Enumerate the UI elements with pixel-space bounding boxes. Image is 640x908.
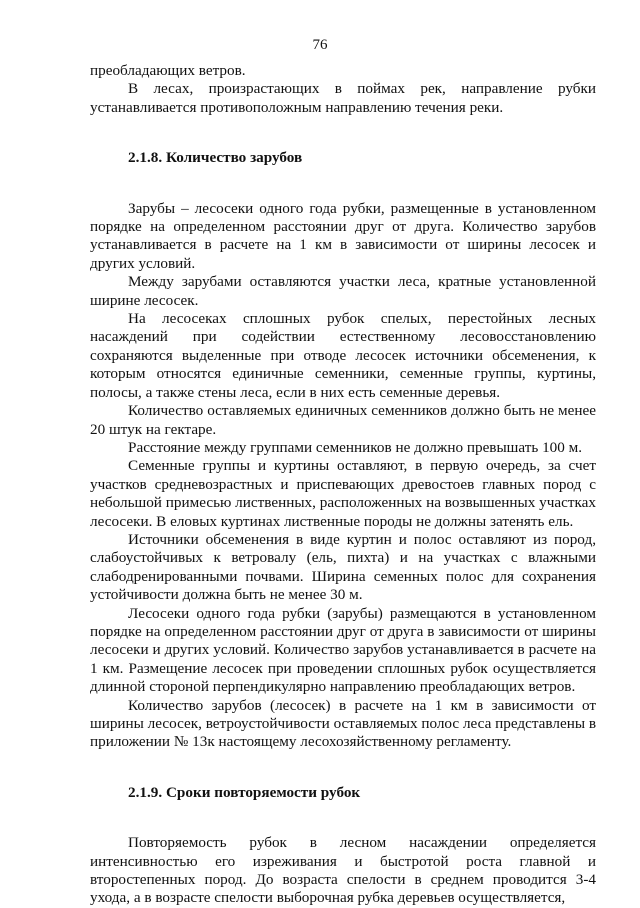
page-number: 76 [312,37,328,53]
paragraph: Количество оставляемых единичных семенников должно быть не менее 20 штук на гектаре. [90,402,596,438]
page-content [90,62,596,908]
continuation-text: преобладающих ветров. [90,62,246,79]
paragraph: Источники обсеменения в виде куртин и полос оставляют из пород, слабоустойчивых к ветровалу (ель, пихта) и на участках с влажными слабодренированными почвами. Ширина семенных полос для сохранения устойчивости должна быть не менее 30 м. [90,530,596,604]
spacer [90,802,596,834]
section-heading-2-1-9: 2.1.9. Сроки повторяемости рубок [128,783,361,801]
paragraph: На лесосеках сплошных рубок спелых, перестойных лесных насаждений при содействии естественному лесовосстановлению сохраняются выделенные при отводе лесосек источники обсеменения, к которым относятся единичные семенники, семенные группы, куртины, полосы, а также стены леса, если в них есть семенные деревья. [90,310,596,401]
paragraph: Семенные группы и куртины оставляют, в первую очередь, за счет участков средневозрастных и приспевающих древостоев главных пород с небольшой примесью лиственных, расположенных на возвышенных участках лесосеки. В еловых куртинах лиственные породы не должны затенять ель. [90,457,596,530]
paragraph: Лесосеки одного года рубки (зарубы) размещаются в установленном порядке на определенном расстоянии друг от друга в зависимости от ширины лесосеки и других условий. Количество зарубов устанавливается в расчете на 1 км. Размещение лесосек при проведении сплошных рубок осуществляется длинной стороной перпендикулярно направлению преобладающих ветров. [90,604,596,696]
paragraph: Между зарубами оставляются участки леса, кратные установленной ширине лесосек. [90,273,596,309]
paragraph: Расстояние между группами семенников не должно превышать 100 м. [128,438,583,456]
spacer [90,752,596,784]
spacer [90,117,596,149]
spacer [90,168,596,200]
paragraph: В лесах, произрастающих в поймах рек, направление рубки устанавливается противоположным направлению течения реки. [90,80,596,116]
paragraph: Количество зарубов (лесосек) в расчете на 1 км в зависимости от ширины лесосек, ветроустойчивости оставляемых полос леса представлены в приложении № 13к настоящему лесохозяйственному регламенту. [90,696,596,751]
section-heading-2-1-8: 2.1.8. Количество зарубов [128,149,303,167]
paragraph: Повторяемость рубок в лесном насаждении определяется интенсивностью его изреживания и быстротой роста главной и второстепенных пород. До возраста спелости в среднем проводится 3-4 ухода, а в возрасте спелости выборочная рубка деревьев осуществляется, [90,834,596,907]
paragraph: Зарубы – лесосеки одного года рубки, размещенные в установленном порядке на определенном расстоянии друг от друга. Количество зарубов устанавливается в расчете на 1 км в зависимости от ширины лесосек и других условий. [90,199,596,272]
